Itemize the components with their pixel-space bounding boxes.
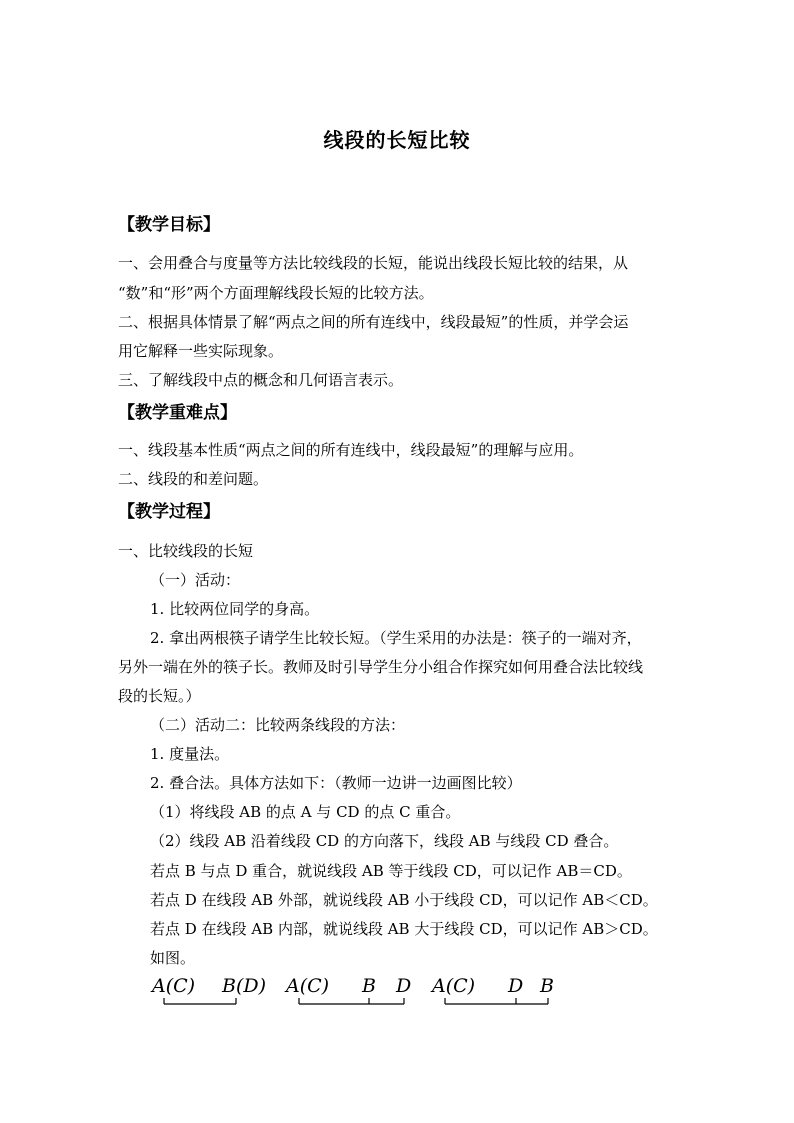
key-line-1: 一、线段基本性质“两点之间的所有连线中，线段最短”的理解与应用。 [118, 441, 584, 459]
process-line-15: 如图。 [150, 949, 196, 967]
process-line-14: 若点 D 在线段 AB 内部，就说线段 AB 大于线段 CD，可以记作 AB＞CD。 [150, 920, 658, 938]
fig3-mid-label: D [508, 975, 524, 997]
fig1-left-label: A(C) [152, 975, 196, 997]
process-line-3: 1. 比较两位同学的身高。 [150, 600, 320, 618]
goals-line-4: 用它解释一些实际现象。 [118, 342, 284, 360]
goals-line-3: 二、根据具体情景了解“两点之间的所有连线中，线段最短”的性质，并学会运 [118, 313, 629, 331]
process-line-8: 1. 度量法。 [150, 745, 230, 763]
process-line-5: 另外一端在外的筷子长。教师及时引导学生分小组合作探究如何用叠合法比较线 [118, 658, 644, 676]
fig3-left-label: A(C) [432, 975, 476, 997]
key-line-2: 二、线段的和差问题。 [118, 470, 269, 488]
process-line-4: 2. 拿出两根筷子请学生比较长短。（学生采用的办法是：筷子的一端对齐， [150, 629, 642, 647]
process-line-2: （一）活动： [150, 571, 241, 589]
figure-equal [150, 975, 266, 1004]
goals-line-5: 三、了解线段中点的概念和几何语言表示。 [118, 371, 404, 389]
process-line-1: 一、比较线段的长短 [118, 542, 254, 560]
goals-line-2: “数”和“形”两个方面理解线段长短的比较方法。 [118, 284, 434, 302]
fig2-right-label: D [396, 975, 412, 997]
process-line-10: （1）将线段 AB 的点 A 与 CD 的点 C 重合。 [150, 803, 461, 821]
process-line-11: （2）线段 AB 沿着线段 CD 的方向落下，线段 AB 与线段 CD 叠合。 [150, 832, 619, 850]
fig2-left-label: A(C) [286, 975, 330, 997]
process-line-9: 2. 叠合法。具体方法如下：（教师一边讲一边画图比较） [150, 774, 522, 792]
process-line-6: 段的长短。） [118, 687, 201, 705]
key-heading: 【教学重难点】 [118, 403, 237, 423]
fig2-mid-label: B [362, 975, 376, 997]
fig3-right-label: B [540, 975, 554, 997]
goals-heading: 【教学目标】 [118, 215, 220, 235]
process-line-7: （二）活动二：比较两条线段的方法： [150, 716, 406, 734]
fig1-right-label: B(D) [222, 975, 267, 997]
page-title: 线段的长短比较 [323, 128, 471, 152]
figure-greater [430, 975, 554, 1004]
process-line-13: 若点 D 在线段 AB 外部，就说线段 AB 小于线段 CD，可以记作 AB＜CD。 [150, 891, 658, 909]
segment-comparison-figure [150, 968, 580, 1018]
goals-line-1: 一、会用叠合与度量等方法比较线段的长短，能说出线段长短比较的结果，从 [118, 254, 629, 272]
process-line-12: 若点 B 与点 D 重合，就说线段 AB 等于线段 CD，可以记作 AB＝CD。 [150, 862, 632, 880]
process-heading: 【教学过程】 [118, 502, 220, 522]
figure-less [284, 975, 411, 1004]
